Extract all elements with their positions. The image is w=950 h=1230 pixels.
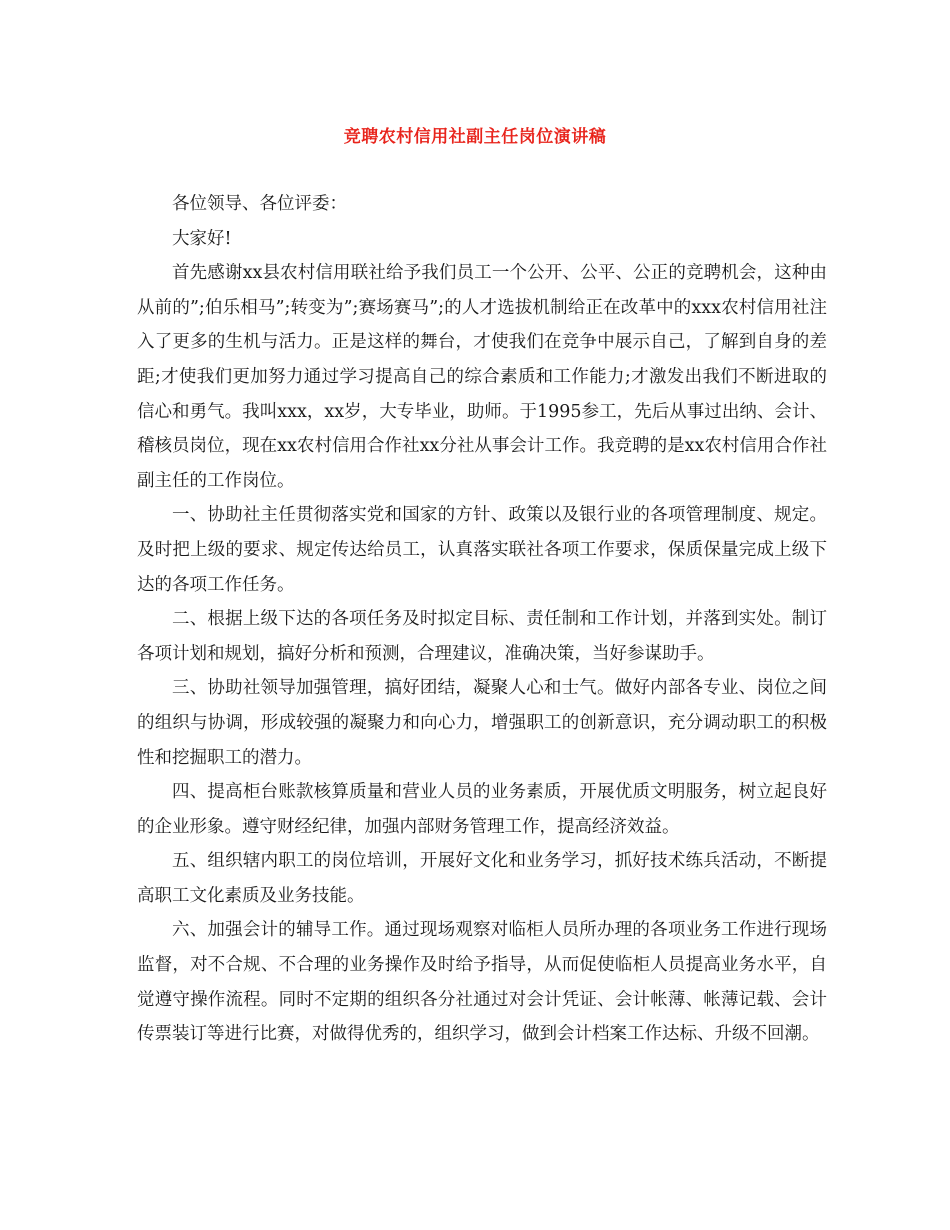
document-body	[137, 187, 827, 1052]
duty-paragraph-5: 五、组织辖内职工的岗位培训，开展好文化和业务学习，抓好技术练兵活动，不断提高职工文化素质及业务技能。	[137, 851, 827, 906]
duty-paragraph-4: 四、提高柜台账款核算质量和营业人员的业务素质，开展优质文明服务，树立起良好的企业形象。遵守财经纪律，加强内部财务管理工作，提高经济效益。	[137, 782, 827, 837]
duty-paragraph-3: 三、协助社领导加强管理，搞好团结，凝聚人心和士气。做好内部各专业、岗位之间的组织与协调，形成较强的凝聚力和向心力，增强职工的创新意识，充分调动职工的积极性和挖掘职工的潜力。	[137, 678, 827, 768]
greeting-paragraph: 大家好!	[172, 228, 232, 249]
duty-paragraph-6: 六、加强会计的辅导工作。通过现场观察对临柜人员所办理的各项业务工作进行现场监督，对不合规、不合理的业务操作及时给予指导，从而促使临柜人员提高业务水平，自觉遵守操作流程。同时不定期的组织各分社通过对会计凭证、会计帐薄、帐薄记载、会计传票装订等进行比赛，对做得优秀的，组织学习，做到会计档案工作达标、升级不回潮。	[137, 920, 827, 1045]
intro-paragraph: 首先感谢xx县农村信用联社给予我们员工一个公开、公平、公正的竞聘机会，这种由从前的”;伯乐相马”;转变为”;赛场赛马”;的人才选拔机制给正在改革中的xxx农村信用社注入了更多的生机与活力。正是这样的舞台，才使我们在竞争中展示自己，了解到自身的差距;才使我们更加努力通过学习提高自己的综合素质和工作能力;才激发出我们不断进取的信心和勇气。我叫xxx，xx岁，大专毕业，助师。于1995参工，先后从事过出纳、会计、稽核员岗位，现在xx农村信用合作社xx分社从事会计工作。我竞聘的是xx农村信用合作社副主任的工作岗位。	[137, 263, 827, 491]
document-title: 竞聘农村信用社副主任岗位演讲稿	[343, 127, 607, 147]
salutation-paragraph: 各位领导、各位评委：	[172, 194, 347, 214]
duty-paragraph-2: 二、根据上级下达的各项任务及时拟定目标、责任制和工作计划，并落到实处。制订各项计划和规划，搞好分析和预测，合理建议，准确决策，当好参谋助手。	[137, 609, 827, 664]
duty-paragraph-1: 一、协助社主任贯彻落实党和国家的方针、政策以及银行业的各项管理制度、规定。及时把上级的要求、规定传达给员工，认真落实联社各项工作要求，保质保量完成上级下达的各项工作任务。	[137, 505, 827, 595]
